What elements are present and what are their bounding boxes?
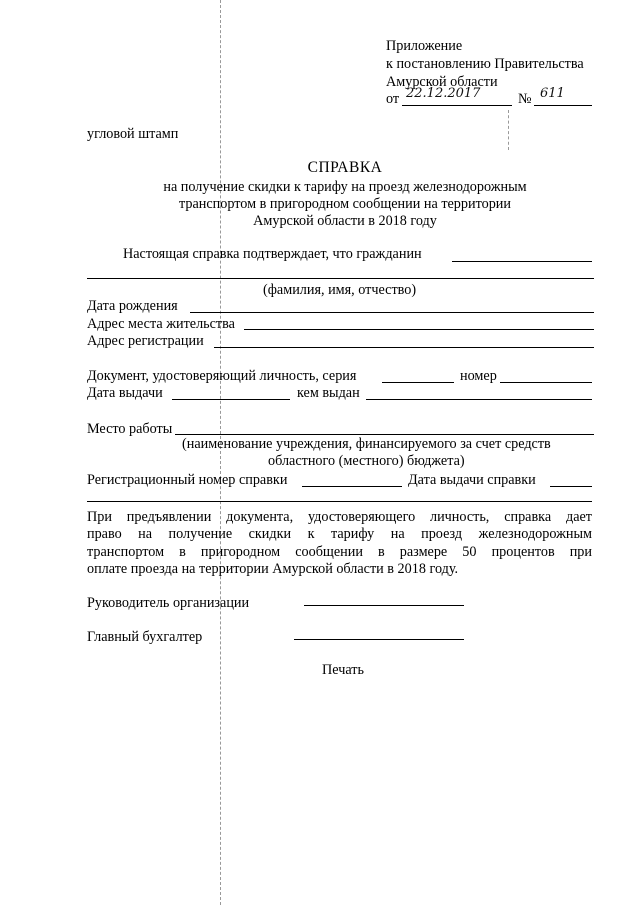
title-line-1: на получение скидки к тарифу на проезд железнодорожным [163,179,527,195]
registration-field[interactable] [214,347,594,348]
birth-date-label: Дата рождения [87,298,178,314]
name-caption: (фамилия, имя, отчество) [263,282,417,298]
document-title: СПРАВКА [307,159,383,176]
appendix-line-1: Приложение [386,38,463,54]
issue-date-label: Дата выдачи [87,385,163,401]
appendix-date-line [402,105,512,106]
accountant-signature-field[interactable] [294,639,464,640]
reg-number-label: Регистрационный номер справки [87,472,288,488]
issued-by-field[interactable] [366,399,592,400]
notice-line-4: оплате проезда на территории Амурской области в 2018 году. [87,561,459,577]
scan-fold-line-right [508,110,509,150]
cert-date-label: Дата выдачи справки [408,472,536,488]
intro-text: Настоящая справка подтверждает, что гражданин [123,246,422,262]
workplace-label: Место работы [87,421,173,437]
accountant-signature-label: Главный бухгалтер [87,629,203,645]
appendix-date-handwritten: 22.12.2017 [406,86,481,101]
appendix-number-label: № [518,91,532,107]
reg-number-field[interactable] [302,486,402,487]
appendix-line-3: Амурской области [386,74,498,90]
corner-stamp-label: угловой штамп [87,126,179,142]
id-series-field[interactable] [382,382,454,383]
residence-label: Адрес места жительства [87,316,235,332]
appendix-line-2: к постановлению Правительства [386,56,584,72]
birth-date-field[interactable] [190,312,594,313]
head-signature-label: Руководитель организации [87,595,250,611]
appendix-number-line [534,105,592,106]
id-document-label: Документ, удостоверяющий личность, серия [87,368,357,384]
seal-label: Печать [322,662,364,678]
title-line-2: транспортом в пригородном сообщении на территории [179,196,511,212]
scan-fold-line [220,0,221,905]
title-line-3: Амурской области в 2018 году [253,213,437,229]
notice-line-2: право на получение скидки к тарифу на проезд железнодорожным [87,526,592,542]
id-number-label: номер [460,368,497,384]
appendix-number-handwritten: 611 [540,86,565,101]
registration-label: Адрес регистрации [87,333,204,349]
notice-line-3: транспортом в пригородном сообщении в размере 50 процентов при [87,544,592,560]
separator-line [87,501,592,502]
id-number-field[interactable] [500,382,592,383]
workplace-caption-1: (наименование учреждения, финансируемого за счет средств [182,436,551,452]
citizen-name-field-2[interactable] [87,278,594,279]
residence-field[interactable] [244,329,594,330]
workplace-field[interactable] [175,434,594,435]
cert-date-field[interactable] [550,486,592,487]
appendix-from-label: от [386,91,400,107]
head-signature-field[interactable] [304,605,464,606]
citizen-name-field[interactable] [452,261,592,262]
workplace-caption-2: областного (местного) бюджета) [268,453,465,469]
notice-line-1: При предъявлении документа, удостоверяющего личность, справка дает [87,509,592,525]
issued-by-label: кем выдан [297,385,360,401]
issue-date-field[interactable] [172,399,290,400]
